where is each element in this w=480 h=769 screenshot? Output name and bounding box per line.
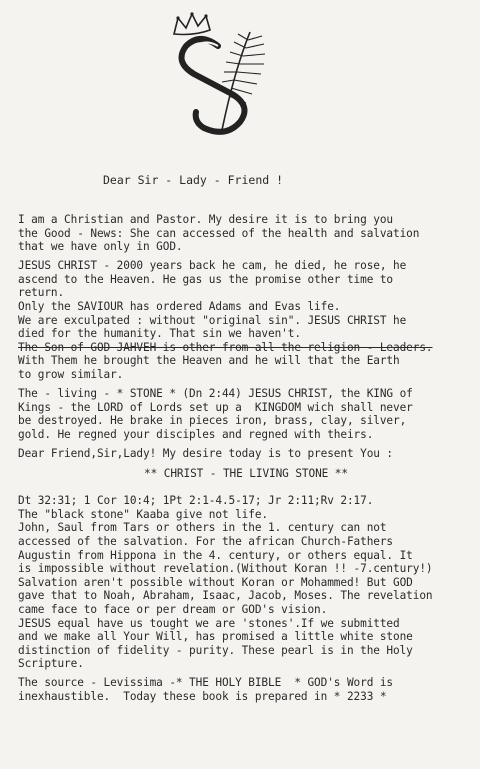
- paragraph-jesus: [18, 259, 474, 381]
- crown-monogram-logo: [168, 12, 278, 142]
- text-line: gold. He regned your disciples and regned with theirs.: [18, 427, 374, 441]
- text-line: died for the humanity. That sin we haven't.: [18, 327, 301, 341]
- text-line: John, Saul from Tars or others in the 1. century can not: [18, 521, 387, 535]
- text-line: the Good - News: She can accessed of the health and salvation: [18, 226, 420, 240]
- text-line: I am a Christian and Pastor. My desire it is to bring you: [18, 213, 394, 226]
- paragraph-living-stone: [18, 387, 474, 441]
- paragraph-source: [18, 676, 474, 703]
- text-line: The - living - * STONE * (Dn 2:44) JESUS CHRIST, the KING of: [18, 387, 413, 401]
- text-line: ascend to the Heaven. He gas us the promise other time to: [18, 272, 394, 286]
- text-line: to grow similar.: [18, 368, 124, 382]
- text-line: distinction of fidelity - purity. These pearl is in the Holy: [18, 643, 413, 657]
- text-line: Dear Friend,Sir,Lady! My desire today is to present You :: [18, 447, 394, 460]
- text-line: We are exculpated : without "original sin". JESUS CHRIST he: [18, 313, 407, 327]
- text-line: Kings - the LORD of Lords set up a KINGDOM wich shall never: [18, 400, 413, 414]
- text-line: accessed of the salvation. For the african Church-Fathers: [18, 534, 394, 548]
- paragraph-desire: [18, 447, 474, 461]
- text-line: With Them he brought the Heaven and he will that the Earth: [18, 354, 400, 368]
- text-line: inexhaustible. Today these book is prepared in * 2233 *: [18, 690, 387, 703]
- text-line: JESUS CHRIST - 2000 years back he cam, he died, he rose, he: [18, 259, 407, 273]
- greeting: Dear Sir - Lady - Friend !: [103, 173, 284, 187]
- text-line-struck: The Son of GOD JAHVEH is other from all the religion - Leaders.: [18, 340, 433, 354]
- text-line: Salvation aren't possible without Koran or Mohammed! But GOD: [18, 575, 413, 589]
- text-line: be destroyed. He brake in pieces iron, brass, clay, silver,: [18, 414, 407, 428]
- text-line: The source - Levissima -* THE HOLY BIBLE * GOD's Word is: [18, 676, 394, 690]
- text-line: Scripture.: [18, 657, 84, 671]
- letter-body: [18, 213, 474, 709]
- text-line: gave that to Noah, Abraham, Isaac, Jacob, Moses. The revelation: [18, 589, 433, 603]
- paragraph-intro: [18, 213, 474, 254]
- paragraph-references: [18, 494, 474, 671]
- text-line: is impossible without revelation.(Without Koran !! -7.century!): [18, 562, 433, 576]
- text-line: that we have only in GOD.: [18, 240, 183, 254]
- text-line: Dt 32:31; 1 Cor 10:4; 1Pt 2:1-4.5-17; Jr 2:11;Rv 2:17.: [18, 494, 374, 508]
- s-monogram-icon: [182, 39, 245, 132]
- text-line: return.: [18, 286, 65, 300]
- text-line: and we make all Your Will, has promised a little white stone: [18, 630, 413, 644]
- text-line: JESUS equal have us tought we are 'stones'.If we submitted: [18, 616, 400, 630]
- text-line: The "black stone" Kaaba give not life.: [18, 507, 269, 521]
- text-line: came face to face or per dream or GOD's vision.: [18, 602, 328, 616]
- crown-icon: [174, 14, 210, 35]
- text-line: Augustin from Hippona in the 4. century, or others equal. It: [18, 548, 413, 562]
- section-heading: ** CHRIST - THE LIVING STONE **: [144, 466, 348, 480]
- text-line: Only the SAVIOUR has ordered Adams and Evas life.: [18, 300, 341, 314]
